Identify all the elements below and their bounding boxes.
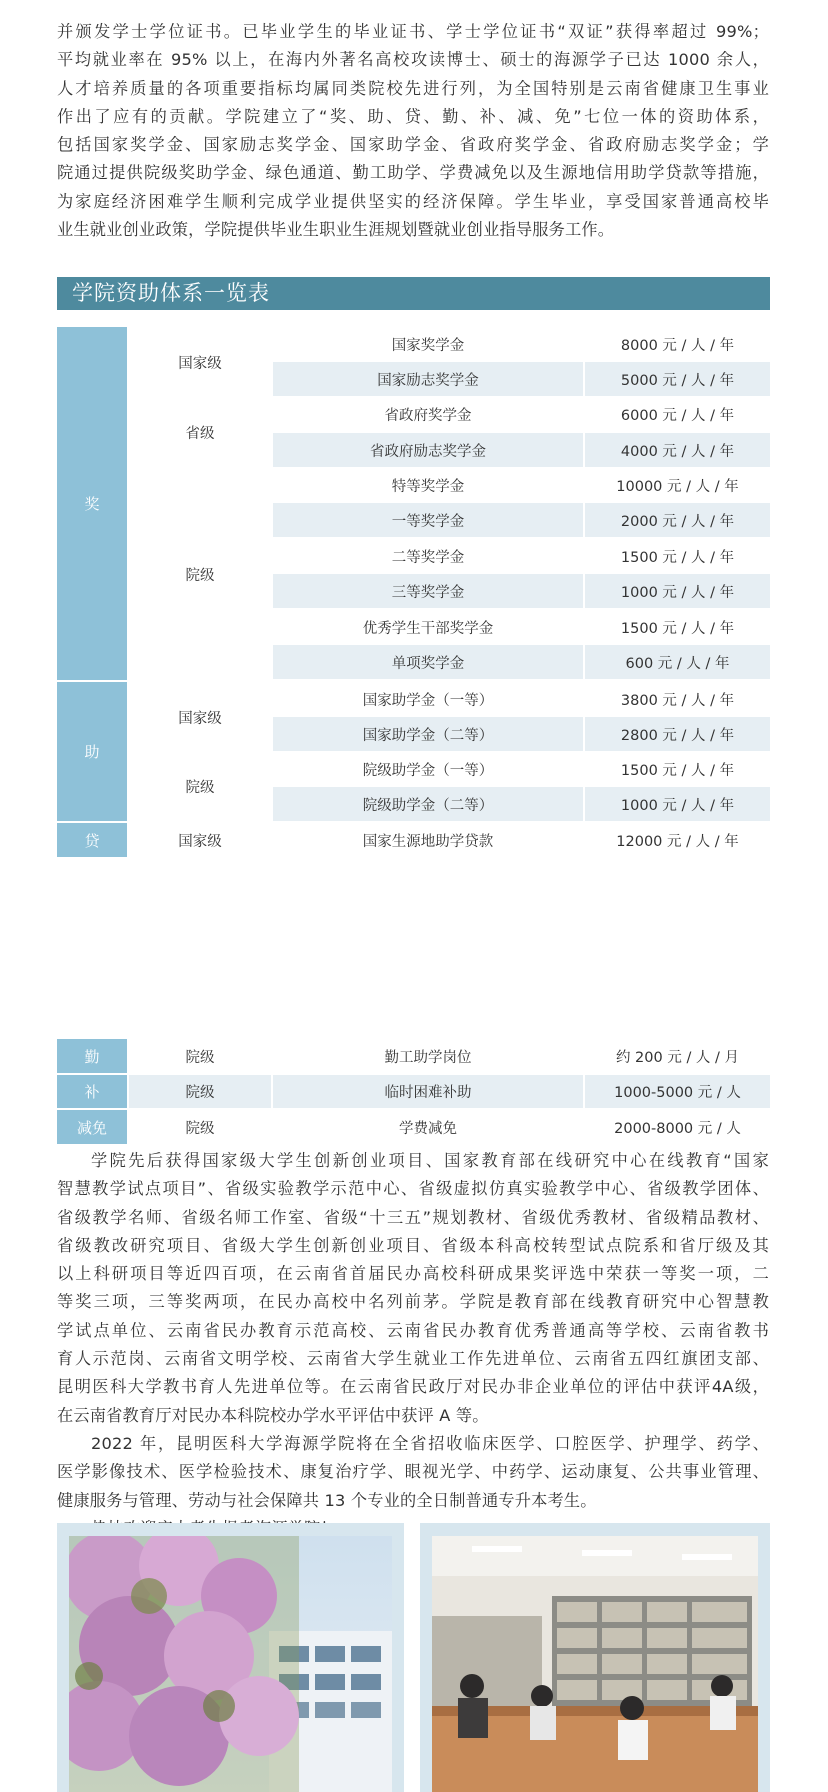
achievements-line: 省级教学名师、省级名师工作室、省级“十三五”规划教材、省级优秀教材、省级精品教材、	[57, 1207, 769, 1227]
item-cell: 省政府奖学金	[273, 397, 583, 431]
level-cell: 国家级	[129, 823, 271, 857]
amount-cell: 3800 元 / 人 / 年	[585, 682, 770, 716]
amount-cell: 2000 元 / 人 / 年	[585, 503, 770, 537]
level-cell: 院级	[129, 1075, 271, 1108]
campus-blossom-image	[69, 1536, 392, 1792]
item-cell: 国家奖学金	[273, 327, 583, 361]
intro-line: 包括国家奖学金、国家励志奖学金、国家助学金、省政府奖学金、省政府励志奖学金；学	[57, 135, 769, 155]
amount-cell: 8000 元 / 人 / 年	[585, 327, 770, 361]
achievements-line: 省级教改研究项目、省级大学生创新创业项目、省级本科高校转型试点院系和省厅级及其	[57, 1235, 769, 1255]
achievements-line: 智慧教学试点项目”、省级实验教学示范中心、省级虚拟仿真实验教学中心、省级教学团体、	[57, 1179, 769, 1199]
category-cell: 减免	[57, 1110, 127, 1144]
intro-line: 作出了应有的贡献。学院建立了“奖、助、贷、勤、补、减、免”七位一体的资助体系，	[57, 106, 769, 126]
item-cell: 院级助学金（一等）	[273, 752, 583, 786]
intro-line: 平均就业率在 95% 以上，在海内外著名高校攻读博士、硕士的海源学子已达 1000 余人，	[57, 50, 769, 70]
campus-photo-frame	[57, 1523, 404, 1792]
amount-cell: 2000-8000 元 / 人	[585, 1110, 770, 1144]
category-cell: 助	[57, 682, 127, 821]
achievements-line: 育人示范岗、云南省文明学校、云南省大学生就业工作先进单位、云南省五四红旗团支部、	[57, 1349, 769, 1369]
intro-line: 并颁发学士学位证书。已毕业学生的毕业证书、学士学位证书“双证”获得率超过 99%；	[57, 22, 769, 41]
amount-cell: 5000 元 / 人 / 年	[585, 362, 770, 396]
level-cell: 国家级	[129, 682, 271, 752]
item-cell: 一等奖学金	[273, 503, 583, 537]
achievements-line: 学院先后获得国家级大学生创新创业项目、国家教育部在线研究中心在线教育“国家	[91, 1151, 769, 1170]
item-cell: 国家助学金（一等）	[273, 682, 583, 716]
amount-cell: 1500 元 / 人 / 年	[585, 752, 770, 786]
item-cell: 二等奖学金	[273, 539, 583, 573]
recruit-line: 医学影像技术、医学检验技术、康复治疗学、眼视光学、中药学、运动康复、公共事业管理、	[57, 1462, 769, 1482]
amount-cell: 1000-5000 元 / 人	[585, 1075, 770, 1108]
achievements-line: 等奖三项，三等奖两项，在民办高校中名列前茅。学院是教育部在线教育研究中心智慧教	[57, 1292, 769, 1312]
category-cell: 贷	[57, 823, 127, 857]
item-cell: 院级助学金（二等）	[273, 787, 583, 821]
intro-line: 院通过提供院级奖助学金、绿色通道、勤工助学、学费减免以及生源地信用助学贷款等措施，	[57, 163, 769, 183]
level-cell: 院级	[129, 1039, 271, 1073]
amount-cell: 1500 元 / 人 / 年	[585, 539, 770, 573]
intro-line: 人才培养质量的各项重要指标均属同类院校先进行列，为全国特别是云南省健康卫生事业	[57, 78, 769, 98]
recruit-line: 2022 年，昆明医科大学海源学院将在全省招收临床医学、口腔医学、护理学、药学、	[91, 1434, 769, 1453]
level-cell: 院级	[129, 468, 271, 680]
amount-cell: 1000 元 / 人 / 年	[585, 574, 770, 608]
achievements-line: 以上科研项目等近四百项，在云南省首届民办高校科研成果奖评选中荣获一等奖一项，二	[57, 1264, 769, 1284]
aid-table-continued	[57, 1039, 770, 1144]
amount-cell: 约 200 元 / 人 / 月	[585, 1039, 770, 1073]
amount-cell: 1500 元 / 人 / 年	[585, 610, 770, 644]
intro-line: 业生就业创业政策，学院提供毕业生职业生涯规划暨就业创业指导服务工作。	[57, 220, 615, 240]
intro-line: 为家庭经济困难学生顺利完成学业提供坚实的经济保障。学生毕业，享受国家普通高校毕	[57, 191, 769, 211]
item-cell: 特等奖学金	[273, 468, 583, 502]
item-cell: 省政府励志奖学金	[273, 433, 583, 467]
amount-cell: 600 元 / 人 / 年	[585, 645, 770, 679]
achievements-line: 在云南省教育厅对民办本科院校办学水平评估中获评 A 等。	[57, 1405, 489, 1425]
achievements-line: 昆明医科大学教书育人先进单位等。在云南省民政厅对民办非企业单位的评估中获评4A级，	[57, 1377, 769, 1397]
recruit-paragraph	[57, 1430, 769, 1515]
level-cell: 院级	[129, 752, 271, 821]
recruit-line: 健康服务与管理、劳动与社会保障共 13 个专业的全日制普通专升本考生。	[57, 1490, 597, 1510]
level-cell: 省级	[129, 397, 271, 468]
intro-paragraph	[57, 18, 769, 244]
item-cell: 勤工助学岗位	[273, 1039, 583, 1073]
amount-cell: 10000 元 / 人 / 年	[585, 468, 770, 502]
library-photo-frame	[420, 1523, 770, 1792]
campus-photo	[69, 1536, 392, 1792]
item-cell: 临时困难补助	[273, 1075, 583, 1108]
amount-cell: 12000 元 / 人 / 年	[585, 823, 770, 857]
amount-cell: 4000 元 / 人 / 年	[585, 433, 770, 467]
amount-cell: 2800 元 / 人 / 年	[585, 717, 770, 751]
amount-cell: 6000 元 / 人 / 年	[585, 397, 770, 431]
level-cell: 院级	[129, 1110, 271, 1144]
category-cell: 勤	[57, 1039, 127, 1073]
item-cell: 国家生源地助学贷款	[273, 823, 583, 857]
achievements-line: 学试点单位、云南省民办教育示范高校、云南省民办教育优秀普通高等学校、云南省教书	[57, 1320, 769, 1340]
category-cell: 奖	[57, 327, 127, 680]
amount-cell: 1000 元 / 人 / 年	[585, 787, 770, 821]
item-cell: 国家助学金（二等）	[273, 717, 583, 751]
library-study-image	[432, 1536, 758, 1792]
aid-table	[57, 327, 770, 857]
item-cell: 单项奖学金	[273, 645, 583, 679]
level-cell: 国家级	[129, 327, 271, 397]
item-cell: 学费减免	[273, 1110, 583, 1144]
library-photo	[432, 1536, 758, 1792]
section-title: 学院资助体系一览表	[57, 277, 770, 310]
achievements-paragraph	[57, 1147, 769, 1430]
category-cell: 补	[57, 1075, 127, 1108]
item-cell: 三等奖学金	[273, 574, 583, 608]
item-cell: 优秀学生干部奖学金	[273, 610, 583, 644]
item-cell: 国家励志奖学金	[273, 362, 583, 396]
